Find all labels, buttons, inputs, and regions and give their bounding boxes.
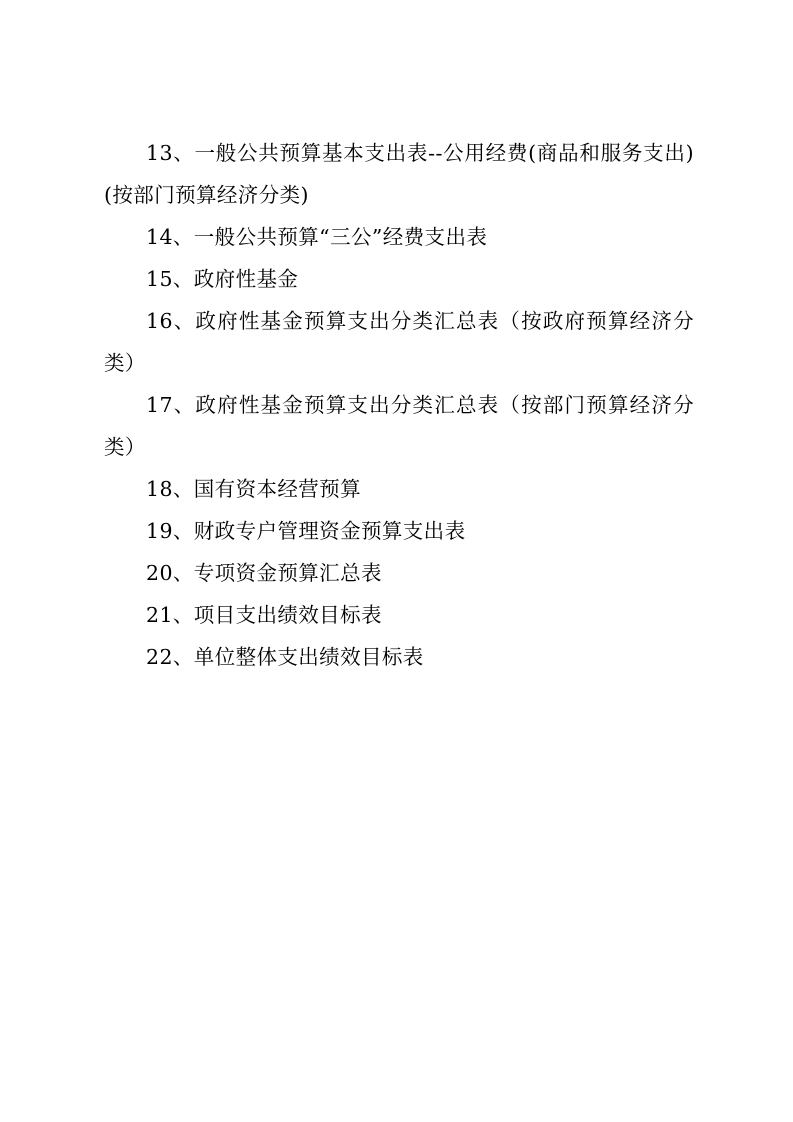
list-item: 14、一般公共预算“三公”经费支出表 — [146, 225, 488, 249]
list-item: 22、单位整体支出绩效目标表 — [146, 645, 424, 669]
list-item: 15、政府性基金 — [146, 267, 299, 291]
list-item: 20、专项资金预算汇总表 — [146, 561, 382, 585]
list-item: 19、财政专户管理资金预算支出表 — [146, 519, 466, 543]
list-item: 16、政府性基金预算支出分类汇总表（按政府预算经济分类） — [104, 309, 694, 375]
list-item: 17、政府性基金预算支出分类汇总表（按部门预算经济分类） — [104, 393, 694, 459]
list-item: 13、一般公共预算基本支出表--公用经费(商品和服务支出)(按部门预算经济分类) — [104, 141, 694, 207]
document-body — [104, 132, 694, 678]
list-item: 18、国有资本经营预算 — [146, 477, 361, 501]
list-item: 21、项目支出绩效目标表 — [146, 603, 382, 627]
